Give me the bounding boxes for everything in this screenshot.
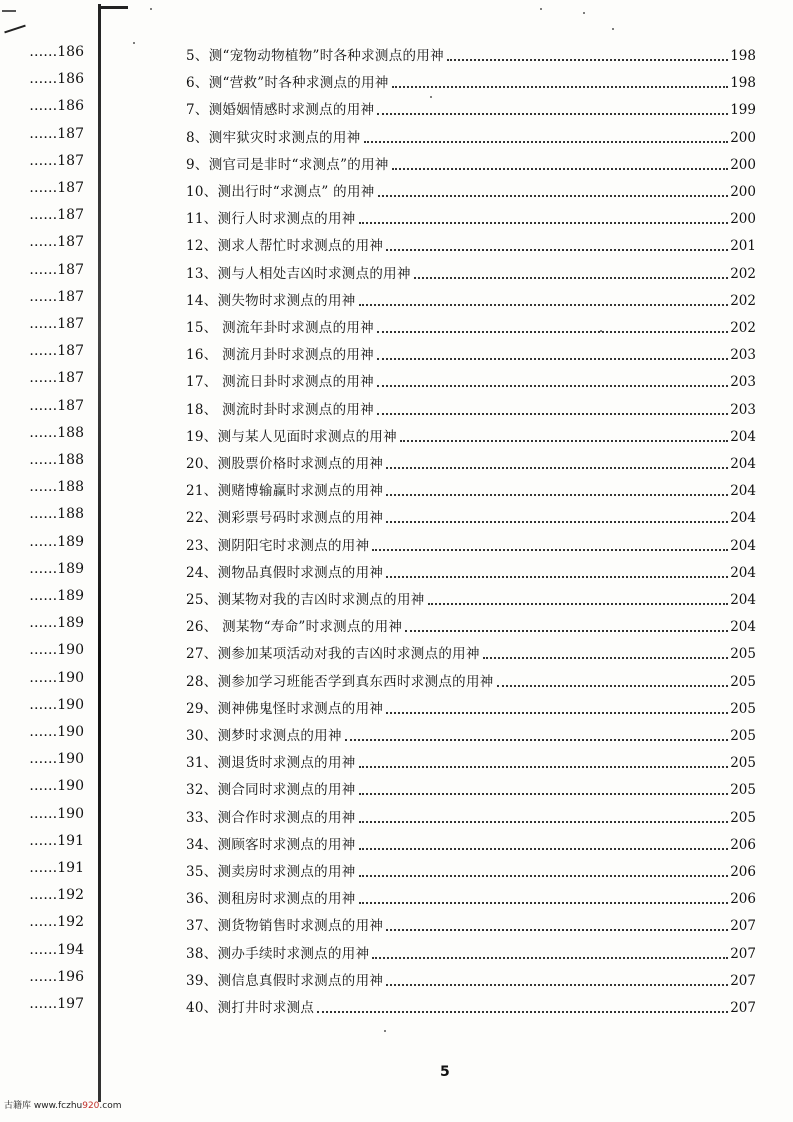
toc-entry-page: 200 [730, 129, 756, 146]
toc-entry[interactable] [186, 98, 756, 118]
toc-entry-title: 7、测婚姻情感时求测点的用神 [186, 102, 375, 119]
toc-entry[interactable] [186, 778, 756, 798]
toc-entry[interactable] [186, 751, 756, 771]
toc-entry-title: 22、测彩票号码时求测点的用神 [186, 510, 384, 527]
toc-entry-page: 206 [730, 836, 756, 853]
left-column-entry: ……190 [29, 642, 84, 659]
toc-leader-dots [359, 847, 729, 850]
toc-entry-page: 204 [730, 537, 756, 554]
toc-entry-page: 205 [730, 673, 756, 690]
toc-entry[interactable] [186, 860, 756, 880]
left-column-entry: ……190 [29, 751, 84, 768]
left-column-entry: ……186 [29, 98, 84, 115]
toc-leader-dots [428, 602, 729, 605]
toc-leader-dots [377, 357, 728, 360]
toc-leader-dots [386, 983, 728, 986]
toc-leader-dots [372, 548, 728, 551]
left-column-entry: ……192 [29, 887, 84, 904]
toc-entry[interactable] [186, 180, 756, 200]
toc-leader-dots [359, 303, 729, 306]
toc-leader-dots [392, 85, 729, 88]
toc-leader-dots [364, 140, 729, 143]
left-column-entry: ……196 [29, 968, 84, 985]
toc-leader-dots [359, 221, 729, 224]
toc-entry-page: 198 [730, 75, 756, 92]
scan-speck [583, 12, 585, 14]
toc-entry-title: 39、测信息真假时求测点的用神 [186, 972, 384, 989]
toc-entry[interactable] [186, 425, 756, 445]
toc-entry[interactable] [186, 262, 756, 282]
toc-entry[interactable] [186, 370, 756, 390]
left-column-entry: ……187 [29, 234, 84, 251]
toc-entry[interactable] [186, 697, 756, 717]
scan-mark [4, 25, 26, 34]
toc-leader-dots [447, 58, 728, 61]
left-column-entry: ……191 [29, 832, 84, 849]
toc-entry-title: 14、测失物时求测点的用神 [186, 292, 356, 309]
toc-entry-page: 202 [730, 320, 756, 336]
binding-line [98, 4, 101, 1102]
toc-leader-dots [392, 167, 729, 170]
toc-entry[interactable] [186, 806, 756, 826]
left-column-entry: ……187 [29, 152, 84, 169]
toc-entry-page: 201 [730, 238, 756, 255]
left-column-entry: ……190 [29, 669, 84, 686]
toc-entry-title: 24、测物品真假时求测点的用神 [186, 564, 384, 581]
toc-entry-title: 19、测与某人见面时求测点的用神 [186, 428, 397, 445]
toc-entry-title: 18、 测流时卦时求测点的用神 [186, 401, 374, 418]
scan-speck [430, 96, 432, 98]
page-number: 5 [440, 1064, 450, 1080]
left-column-entry: ……188 [29, 506, 84, 523]
toc-entry-title: 23、测阴阳宅时求测点的用神 [186, 537, 370, 554]
scan-speck [384, 1030, 386, 1032]
toc-entry[interactable] [186, 398, 756, 418]
left-column-entry: ……191 [29, 860, 84, 876]
toc-entry-title: 29、测神佛鬼怪时求测点的用神 [186, 700, 384, 717]
toc-entry[interactable] [186, 588, 756, 608]
toc-entry[interactable] [186, 914, 756, 934]
toc-entry-title: 11、测行人时求测点的用神 [186, 211, 356, 228]
toc-leader-dots [377, 412, 728, 415]
toc-entry[interactable] [186, 343, 756, 363]
toc-entry-page: 204 [730, 619, 756, 636]
toc-entry-page: 204 [730, 483, 756, 500]
toc-entry-page: 204 [730, 592, 756, 608]
watermark-suffix: .com [99, 1101, 122, 1111]
toc-leader-dots [377, 384, 728, 387]
toc-entry[interactable] [186, 724, 756, 744]
toc-entry-title: 35、测卖房时求测点的用神 [186, 864, 356, 880]
toc-leader-dots [345, 738, 728, 741]
toc-entry[interactable] [186, 670, 756, 690]
toc-leader-dots [372, 956, 728, 959]
left-column-entry: ……187 [29, 288, 84, 305]
scan-mark [2, 10, 16, 12]
toc-entry-title: 13、测与人相处吉凶时求测点的用神 [186, 265, 411, 282]
toc-entry-page: 204 [730, 456, 756, 472]
left-column-entry: ……190 [29, 805, 84, 822]
scan-speck [150, 8, 152, 10]
scan-speck [133, 42, 135, 44]
toc-entry-title: 37、测货物销售时求测点的用神 [186, 918, 384, 935]
toc-leader-dots [386, 493, 728, 496]
toc-leader-dots [386, 520, 728, 523]
toc-entry[interactable] [186, 833, 756, 853]
left-column-entry: ……188 [29, 479, 84, 496]
toc-entry-title: 16、 测流月卦时求测点的用神 [186, 347, 374, 364]
toc-entry-page: 207 [730, 972, 756, 989]
toc-leader-dots [414, 276, 728, 279]
left-column-entry: ……190 [29, 724, 84, 740]
toc-entry[interactable] [186, 506, 756, 526]
toc-entry-page: 206 [730, 864, 756, 880]
toc-entry-title: 6、测“营救”时各种求测点的用神 [186, 75, 389, 92]
toc-entry-title: 33、测合作时求测点的用神 [186, 809, 356, 826]
toc-entry-title: 31、测退货时求测点的用神 [186, 755, 356, 772]
toc-entry-title: 34、测顾客时求测点的用神 [186, 836, 356, 853]
toc-entry-title: 27、测参加某项活动对我的吉凶时求测点的用神 [186, 646, 480, 663]
left-column-entry: ……187 [29, 316, 84, 332]
left-column-entry: ……189 [29, 560, 84, 577]
binding-line-cap [98, 6, 128, 9]
left-column-entry: ……188 [29, 452, 84, 468]
toc-entry-page: 207 [730, 1000, 756, 1016]
toc-entry-title: 40、测打井时求测点 [186, 1000, 315, 1016]
toc-entry-title: 9、测官司是非时“求测点”的用神 [186, 156, 389, 173]
left-column-entry: ……189 [29, 615, 84, 632]
toc-entry-page: 205 [730, 700, 756, 717]
toc-entry[interactable] [186, 996, 756, 1016]
toc-leader-dots [359, 820, 729, 823]
toc-entry[interactable] [186, 452, 756, 472]
left-column-entry: ……187 [29, 207, 84, 224]
toc-entry-title: 10、测出行时“求测点” 的用神 [186, 184, 375, 200]
left-column-entry: ……194 [29, 941, 84, 958]
toc-entry-title: 20、测股票价格时求测点的用神 [186, 456, 384, 472]
toc-entry-title: 17、 测流日卦时求测点的用神 [186, 374, 374, 391]
toc-leader-dots [359, 874, 729, 877]
left-column-entry: ……187 [29, 343, 84, 360]
toc-entry-page: 200 [730, 156, 756, 173]
toc-entry[interactable] [186, 71, 756, 91]
toc-entry[interactable] [186, 942, 756, 962]
left-column-entry: ……187 [29, 125, 84, 142]
toc-entry[interactable] [186, 642, 756, 662]
left-column-entry: ……187 [29, 180, 84, 196]
left-column-entry: ……190 [29, 696, 84, 713]
toc-entry-title: 38、测办手续时求测点的用神 [186, 945, 370, 962]
toc-entry-page: 205 [730, 809, 756, 826]
toc-leader-dots [378, 194, 729, 197]
toc-entry-title: 8、测牢狱灾时求测点的用神 [186, 129, 361, 146]
toc-entry-page: 199 [730, 102, 756, 119]
toc-entry[interactable] [186, 534, 756, 554]
toc-entry-page: 205 [730, 728, 756, 744]
left-column-entry: ……187 [29, 397, 84, 414]
scan-speck [600, 330, 602, 332]
toc-entry-title: 12、测求人帮忙时求测点的用神 [186, 238, 384, 255]
toc-entry-title: 15、 测流年卦时求测点的用神 [186, 320, 374, 336]
scan-speck [540, 8, 542, 10]
left-column-entry: ……190 [29, 778, 84, 795]
toc-entry-page: 203 [730, 401, 756, 418]
toc-leader-dots [386, 575, 728, 578]
toc-entry[interactable] [186, 207, 756, 227]
left-column-entry: ……187 [29, 370, 84, 387]
left-column-entry: ……187 [29, 261, 84, 278]
toc-entry[interactable] [186, 479, 756, 499]
toc-entry-title: 21、测赌博输赢时求测点的用神 [186, 483, 384, 500]
toc-entry-title: 25、测某物对我的吉凶时求测点的用神 [186, 592, 425, 608]
toc-entry-page: 207 [730, 918, 756, 935]
toc-entry[interactable] [186, 153, 756, 173]
toc-entry[interactable] [186, 887, 756, 907]
left-column-entry: ……186 [29, 71, 84, 88]
left-column-entry: ……188 [29, 424, 84, 441]
toc-entry-page: 202 [730, 292, 756, 309]
toc-leader-dots [359, 792, 729, 795]
toc-entry-page: 198 [730, 48, 756, 64]
toc-leader-dots [400, 439, 728, 442]
toc-leader-dots [405, 629, 728, 632]
scan-speck [612, 28, 614, 30]
toc-entry-title: 30、测梦时求测点的用神 [186, 728, 342, 744]
toc-leader-dots [359, 765, 729, 768]
toc-entry-title: 5、测“宠物动物植物”时各种求测点的用神 [186, 48, 444, 64]
toc-entry-page: 203 [730, 374, 756, 391]
toc-leader-dots [359, 901, 729, 904]
toc-leader-dots [386, 928, 728, 931]
toc-entry-title: 36、测租房时求测点的用神 [186, 891, 356, 908]
left-column-entry: ……189 [29, 588, 84, 604]
left-column-entry: ……197 [29, 996, 84, 1012]
watermark-prefix: 古籍库 www.fczhu [4, 1101, 83, 1111]
toc-leader-dots [497, 684, 729, 687]
toc-entry-page: 203 [730, 347, 756, 364]
toc-leader-dots [377, 330, 728, 333]
toc-entry[interactable] [186, 561, 756, 581]
toc-entry[interactable] [186, 234, 756, 254]
toc-entry[interactable] [186, 289, 756, 309]
left-column-entry: ……192 [29, 914, 84, 931]
toc-entry[interactable] [186, 126, 756, 146]
watermark-highlight: 920 [82, 1101, 100, 1111]
toc-entry-page: 204 [730, 564, 756, 581]
toc-entry-title: 28、测参加学习班能否学到真东西时求测点的用神 [186, 673, 494, 690]
toc-leader-dots [317, 1010, 728, 1013]
toc-entry-page: 204 [730, 428, 756, 445]
toc-entry-page: 205 [730, 782, 756, 799]
toc-entry-page: 204 [730, 510, 756, 527]
toc-entry-page: 205 [730, 646, 756, 663]
toc-entry-page: 207 [730, 945, 756, 962]
toc-leader-dots [377, 112, 728, 115]
toc-entry-page: 200 [730, 211, 756, 228]
toc-entry[interactable] [186, 316, 756, 336]
toc-entry-page: 206 [730, 891, 756, 908]
toc-entry-page: 202 [730, 265, 756, 282]
toc-entry[interactable] [186, 44, 756, 64]
toc-entry[interactable] [186, 615, 756, 635]
left-column-entry: ……189 [29, 533, 84, 550]
left-column-entry: ……186 [29, 44, 84, 60]
toc-leader-dots [386, 466, 728, 469]
toc-entry-page: 205 [730, 755, 756, 772]
toc-leader-dots [483, 656, 728, 659]
toc-entry[interactable] [186, 969, 756, 989]
watermark [4, 1098, 122, 1111]
toc-leader-dots [386, 711, 728, 714]
toc-entry-title: 32、测合同时求测点的用神 [186, 782, 356, 799]
toc-leader-dots [386, 248, 728, 251]
toc-entry-title: 26、 测某物“寿命”时求测点的用神 [186, 619, 403, 636]
toc-entry-page: 200 [730, 184, 756, 200]
